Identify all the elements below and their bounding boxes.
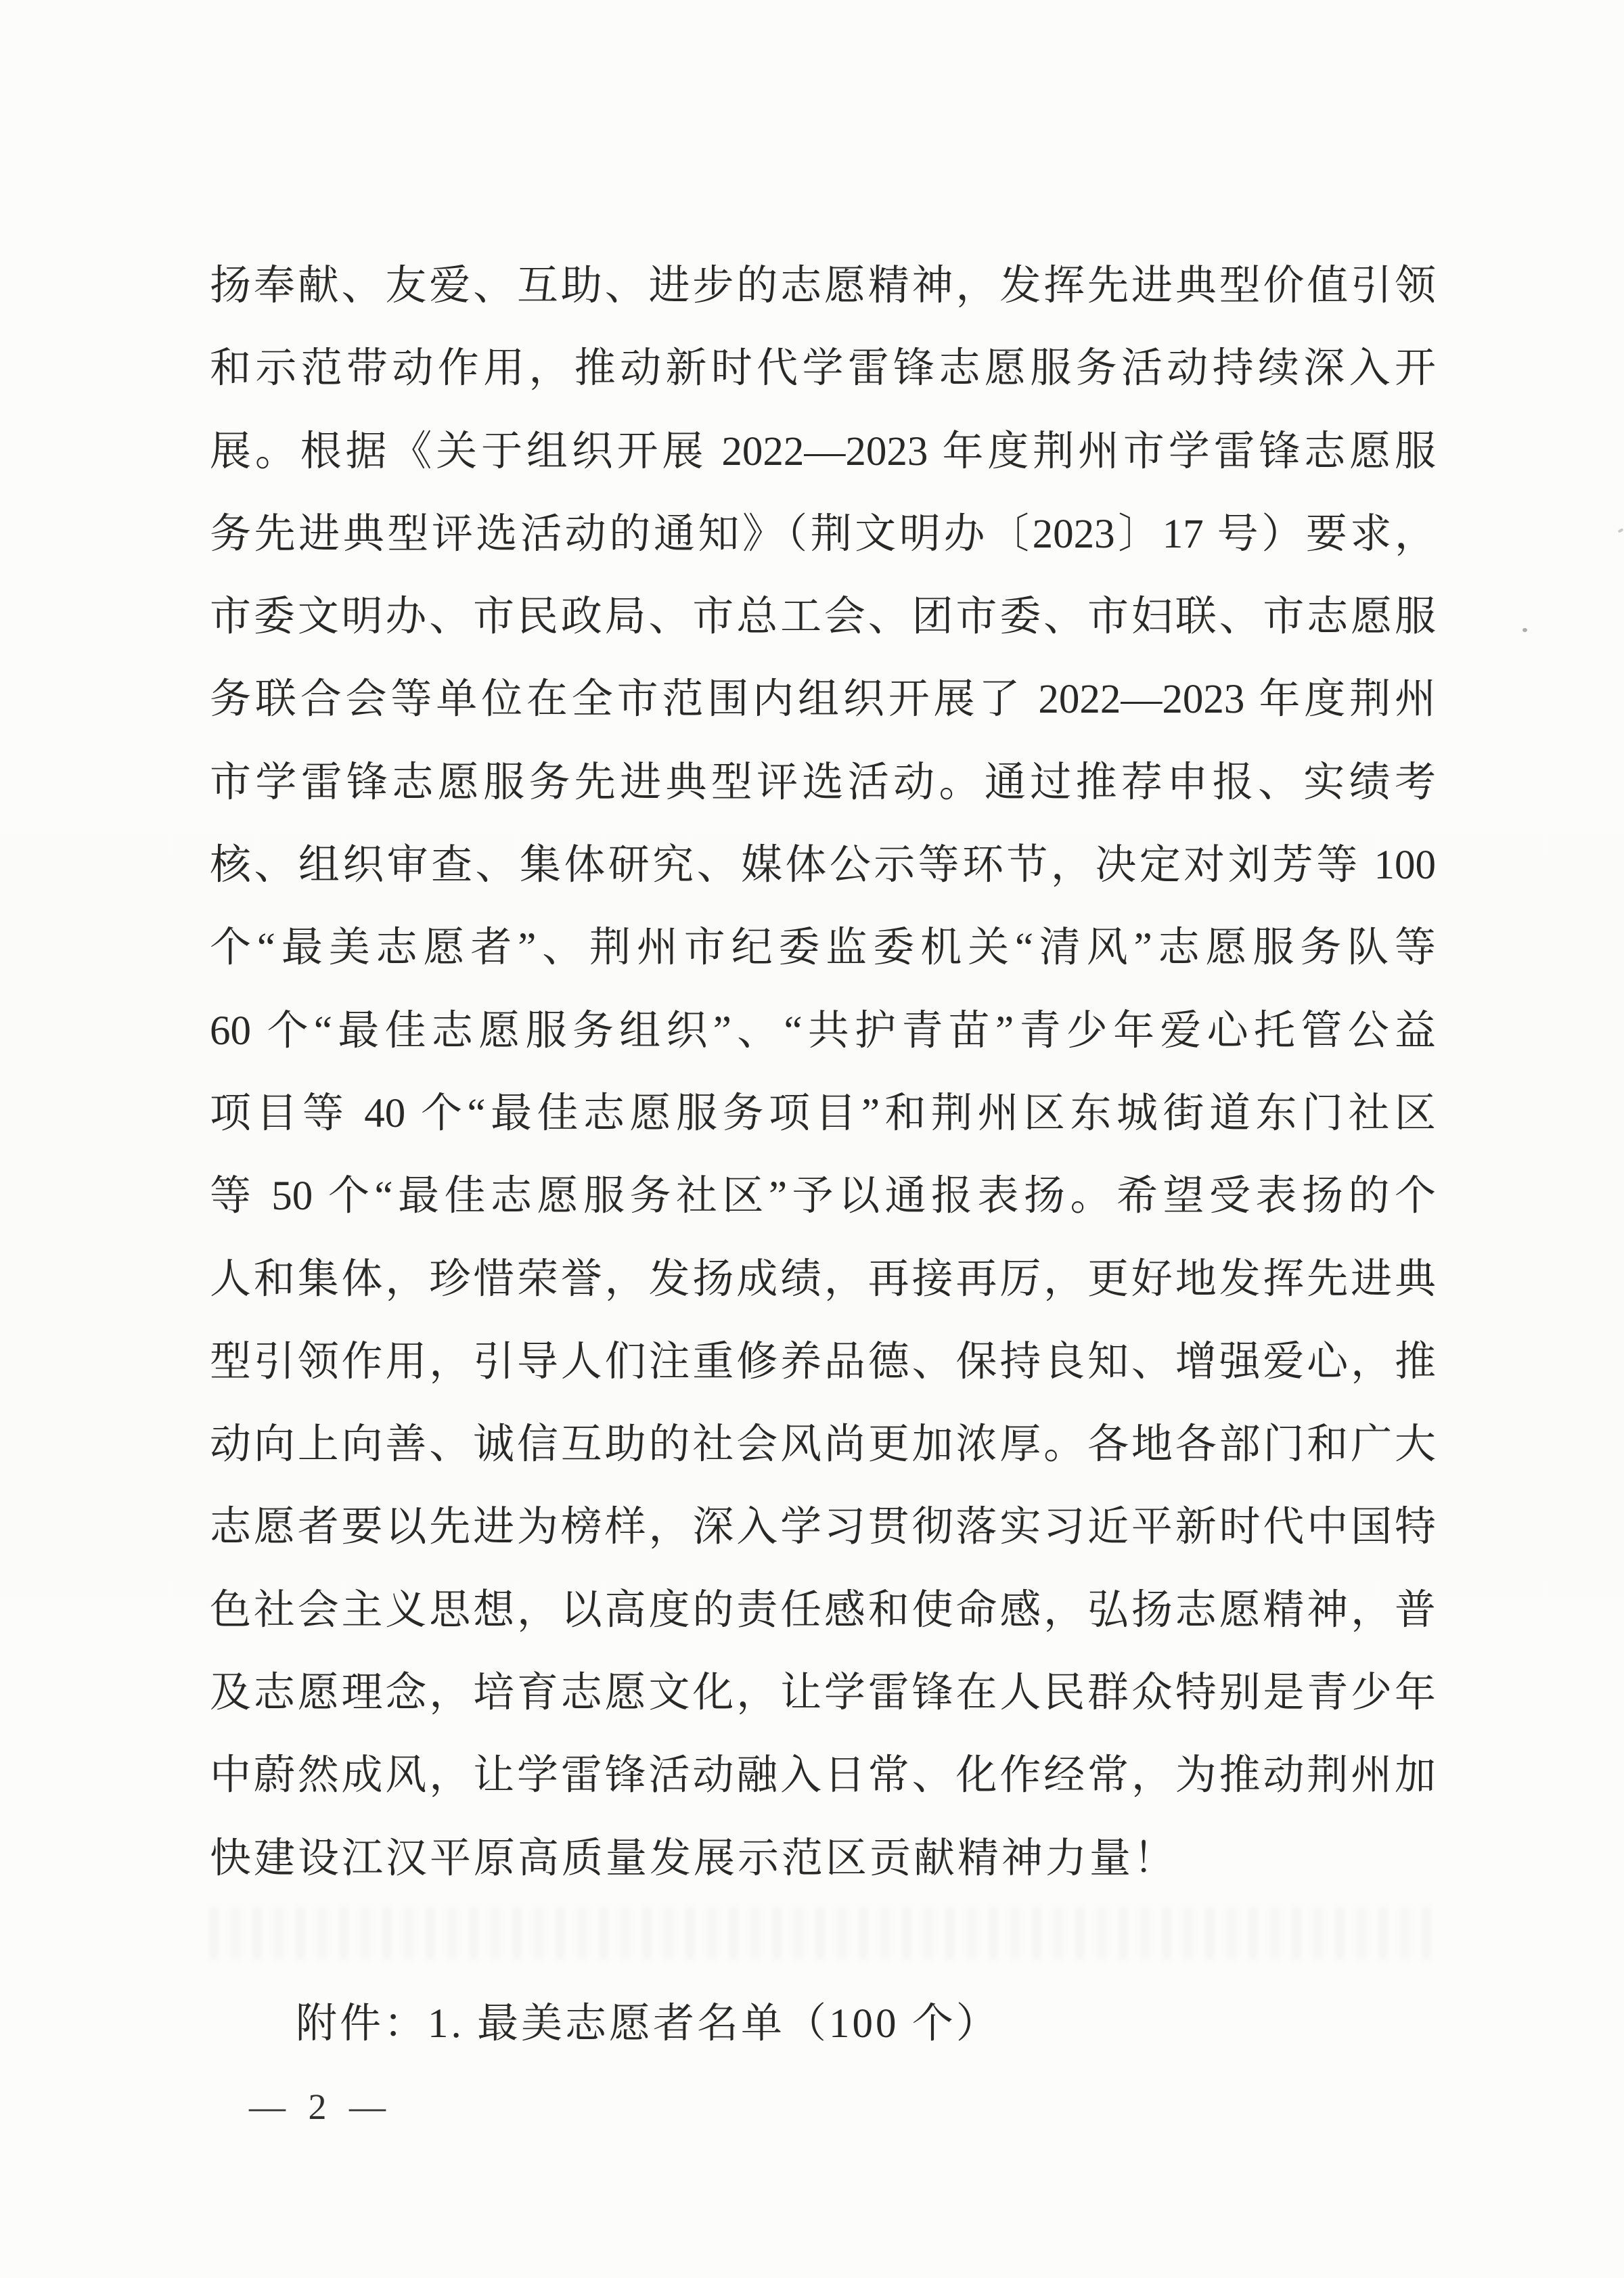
page-number: — 2 — [249, 2086, 392, 2127]
body-line: 色社会主义思想，以高度的责任感和使命感，弘扬志愿精神，普 [210, 1587, 1436, 1633]
body-line: 务先进典型评选活动的通知》（荆文明办〔2023〕17 号）要求， [210, 511, 1436, 557]
body-line: 快建设江汉平原高质量发展示范区贡献精神力量！ [210, 1835, 1178, 1881]
body-line: 志愿者要以先进为榜样，深入学习贯彻落实习近平新时代中国特 [210, 1504, 1436, 1550]
body-line: 和示范带动作用，推动新时代学雷锋志愿服务活动持续深入开 [210, 346, 1436, 392]
body-paragraph [210, 245, 1436, 1900]
body-line: 务联合会等单位在全市范围内组织开展了 2022—2023 年度荆州 [210, 677, 1436, 723]
body-line: 扬奉献、友爱、互助、进步的志愿精神，发挥先进典型价值引领 [210, 263, 1436, 309]
scan-ghost-smudge [210, 1907, 1435, 1960]
body-line: 60 个“最佳志愿服务组织”、“共护青苗”青少年爱心托管公益 [210, 1008, 1436, 1054]
body-line: 人和集体，珍惜荣誉，发扬成绩，再接再厉，更好地发挥先进典 [210, 1256, 1436, 1302]
body-line: 型引领作用，引导人们注重修养品德、保持良知、增强爱心，推 [210, 1339, 1436, 1385]
attachment-line: 附件：1. 最美志愿者名单（100 个） [296, 2001, 1000, 2047]
scan-speck [1522, 628, 1527, 632]
body-line: 市委文明办、市民政局、市总工会、团市委、市妇联、市志愿服 [210, 594, 1436, 640]
body-line: 等 50 个“最佳志愿服务社区”予以通报表扬。希望受表扬的个 [210, 1174, 1436, 1220]
body-line: 核、组织审查、集体研究、媒体公示等环节，决定对刘芳等 100 [210, 843, 1436, 889]
body-line: 市学雷锋志愿服务先进典型评选活动。通过推荐申报、实绩考 [210, 759, 1436, 805]
body-line: 中蔚然成风，让学雷锋活动融入日常、化作经常，为推动荆州加 [210, 1753, 1436, 1799]
body-line: 项目等 40 个“最佳志愿服务项目”和荆州区东城街道东门社区 [210, 1090, 1436, 1136]
body-line: 动向上向善、诚信互助的社会风尚更加浓厚。各地各部门和广大 [210, 1422, 1436, 1468]
body-line: 个“最美志愿者”、荆州市纪委监委机关“清风”志愿服务队等 [210, 925, 1436, 971]
body-line: 及志愿理念，培育志愿文化，让学雷锋在人民群众特别是青少年 [210, 1670, 1436, 1716]
body-line: 展。根据《关于组织开展 2022—2023 年度荆州市学雷锋志愿服 [210, 428, 1436, 474]
scan-speck [1618, 528, 1624, 533]
